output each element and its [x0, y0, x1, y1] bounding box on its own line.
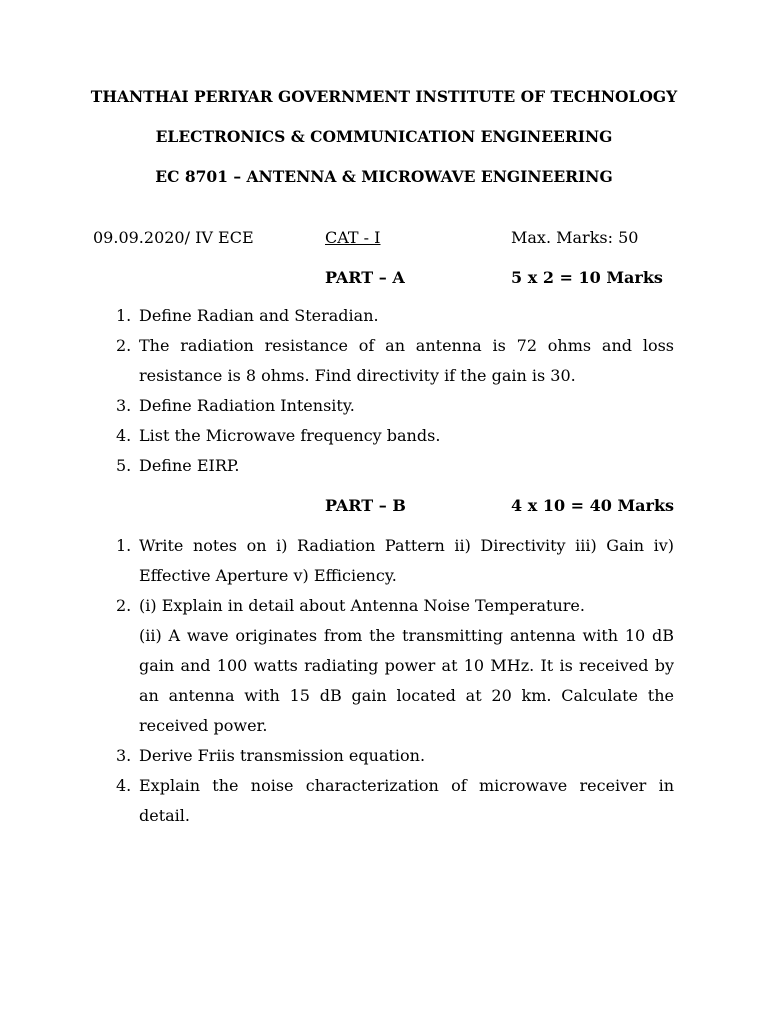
- question-number: 4.: [116, 776, 132, 795]
- part-b-heading: [0, 496, 768, 516]
- part-a-marks: 5 x 2 = 10 Marks: [511, 268, 663, 287]
- question-part-i: (i) Explain in detail about Antenna Noise Temperature.: [139, 596, 585, 615]
- question-number: 5.: [116, 456, 132, 475]
- part-b-marks: 4 x 10 = 40 Marks: [511, 496, 675, 515]
- question-text: Explain the noise characterization of microwave receiver in detail.: [139, 776, 674, 825]
- question-number: 3.: [116, 396, 132, 415]
- date-class: 09.09.2020/ IV ECE: [93, 228, 254, 247]
- course-title: EC 8701 – ANTENNA & MICROWAVE ENGINEERING: [155, 167, 613, 186]
- part-a-title: PART – A: [325, 268, 405, 287]
- question-number: 1.: [116, 306, 132, 325]
- exam-info-row: [0, 228, 768, 248]
- question-number: 3.: [116, 746, 132, 765]
- question-number: 2.: [116, 596, 132, 615]
- question-text: The radiation resistance of an antenna is 72 ohms and loss resistance is 8 ohms. Find directivity if the gain is 30.: [139, 336, 674, 385]
- question-text-block: [139, 591, 674, 741]
- question-text: Define Radiation Intensity.: [139, 396, 355, 415]
- question-number: 2.: [116, 336, 132, 355]
- question-number: 4.: [116, 426, 132, 445]
- question-text: Write notes on i) Radiation Pattern ii) Directivity iii) Gain iv) Effective Aperture v) Efficiency.: [139, 536, 674, 585]
- max-marks: Max. Marks: 50: [511, 228, 639, 247]
- question-part-ii: (ii) A wave originates from the transmitting antenna with 10 dB gain and 100 watts radiating power at 10 MHz. It is received by an antenna with 15 dB gain located at 20 km. Calculate the received power.: [139, 626, 674, 735]
- question-text: Define EIRP.: [139, 456, 240, 475]
- question-number: 1.: [116, 536, 132, 555]
- department-name: ELECTRONICS & COMMUNICATION ENGINEERING: [155, 127, 613, 146]
- question-text: List the Microwave frequency bands.: [139, 426, 441, 445]
- part-a-heading: [0, 268, 768, 288]
- exam-name: CAT - I: [325, 228, 381, 247]
- question-text: Derive Friis transmission equation.: [139, 746, 426, 765]
- institute-name: THANTHAI PERIYAR GOVERNMENT INSTITUTE OF TECHNOLOGY: [90, 87, 678, 106]
- part-b-title: PART – B: [325, 496, 406, 515]
- question-text: Define Radian and Steradian.: [139, 306, 379, 325]
